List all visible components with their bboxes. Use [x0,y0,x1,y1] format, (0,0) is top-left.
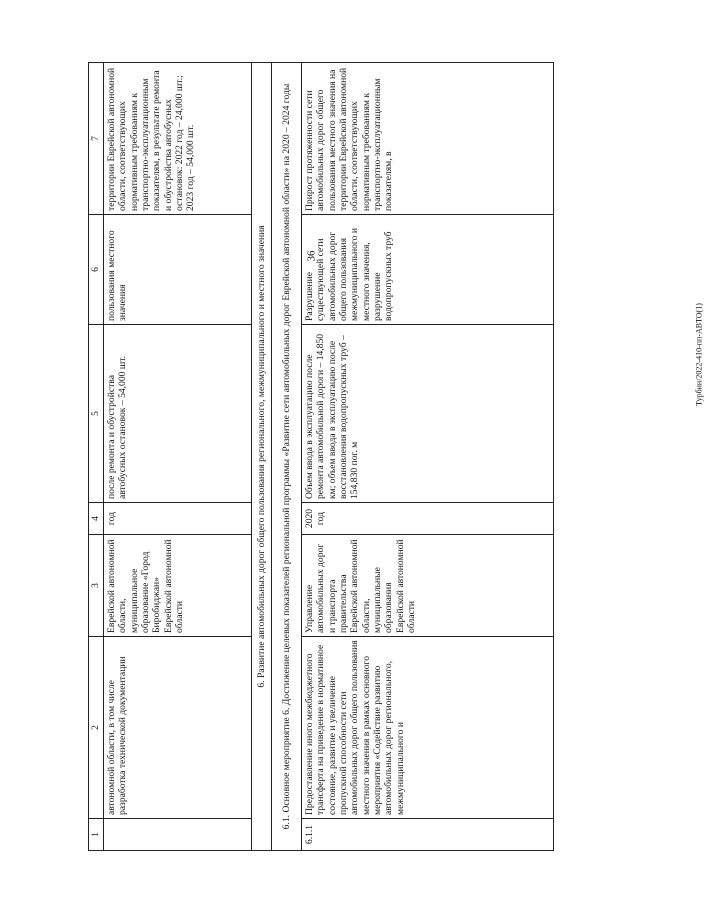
cell-year: 2020 год [302,503,554,535]
subsection-heading-row [272,63,302,851]
header-cell-4: 4 [89,503,104,535]
data-table [88,62,554,851]
header-row [89,63,104,851]
section-heading: 6. Развитие автомобильных дорог общего пользования регионального, межмуниципального и местного значения [252,63,272,851]
table-row-continuation [104,63,252,851]
cell-risks: пользования местного значения [104,215,252,325]
cell-result: Объем ввода в эксплуатацию после ремонта автомобильной дороги – 14,850 км; объем ввода в эксплуатацию после восстановления водопропускных труб – 154,830 пог. м [302,325,554,503]
document-id: Турбин/2022-410-пп-АВТО(1) [694,303,704,406]
header-cell-1: 1 [89,819,104,851]
cell-result: после ремонта и обустройства автобусных остановок – 54,000 шт. [104,325,252,503]
cell-indicator: территории Еврейской автономной области, соответствующих нормативным требованиям к транспортно-эксплуатационным показателям, в результате ремонта и обустройства автобусных остановок: 2022 год – 24,000 шт.; 2023 год – 54,000 шт. [104,63,252,215]
header-cell-7: 7 [89,63,104,215]
header-cell-6: 6 [89,215,104,325]
table-row-6-1-1 [302,63,554,851]
header-cell-5: 5 [89,325,104,503]
cell-responsible: Управление автомобильных дорог и транспорта правительства Еврейской автономной области, муниципальные образования Еврейской автономной области [302,535,554,637]
section-heading-row [252,63,272,851]
subsection-heading: 6.1. Основное мероприятие 6. Достижение целевых показателей региональной программы «Развитие сети автомобильных дорог Еврейской автономной области» на 2020 – 2024 годы [272,63,302,851]
cell-indicator: Прирост протяженности сети автомобильных дорог общего пользования местного значения на территории Еврейской автономной области, соответствующих нормативным требованиям к транспортно-эксплуатационным показателям, в [302,63,554,215]
rotated-table-container [88,63,554,851]
page-number: 36 [305,250,318,262]
header-cell-2: 2 [89,637,104,819]
cell-responsible: Еврейской автономной области, муниципальное образование «Город Биробиджан» Еврейской автономной области [104,535,252,637]
cell-risks: Разрушение существующей сети автомобильных дорог общего пользования межмуниципального и местного значения, разрушение водопропускных труб [302,215,554,325]
cell-number: 6.1.1 [302,819,554,851]
cell-description: Предоставление иного межбюджетного трансферта на приведение в нормативное состояние, развитие и увеличение пропускной способности сети автомобильных дорог общего пользования местного значения в рамках основного мероприятия «Содействие развитию автомобильных дорог регионального, межмуниципального и [302,637,554,819]
cell-number [104,819,252,851]
cell-year: год [104,503,252,535]
header-cell-3: 3 [89,535,104,637]
cell-description: автономной области, в том числе разработка технической документации [104,637,252,819]
